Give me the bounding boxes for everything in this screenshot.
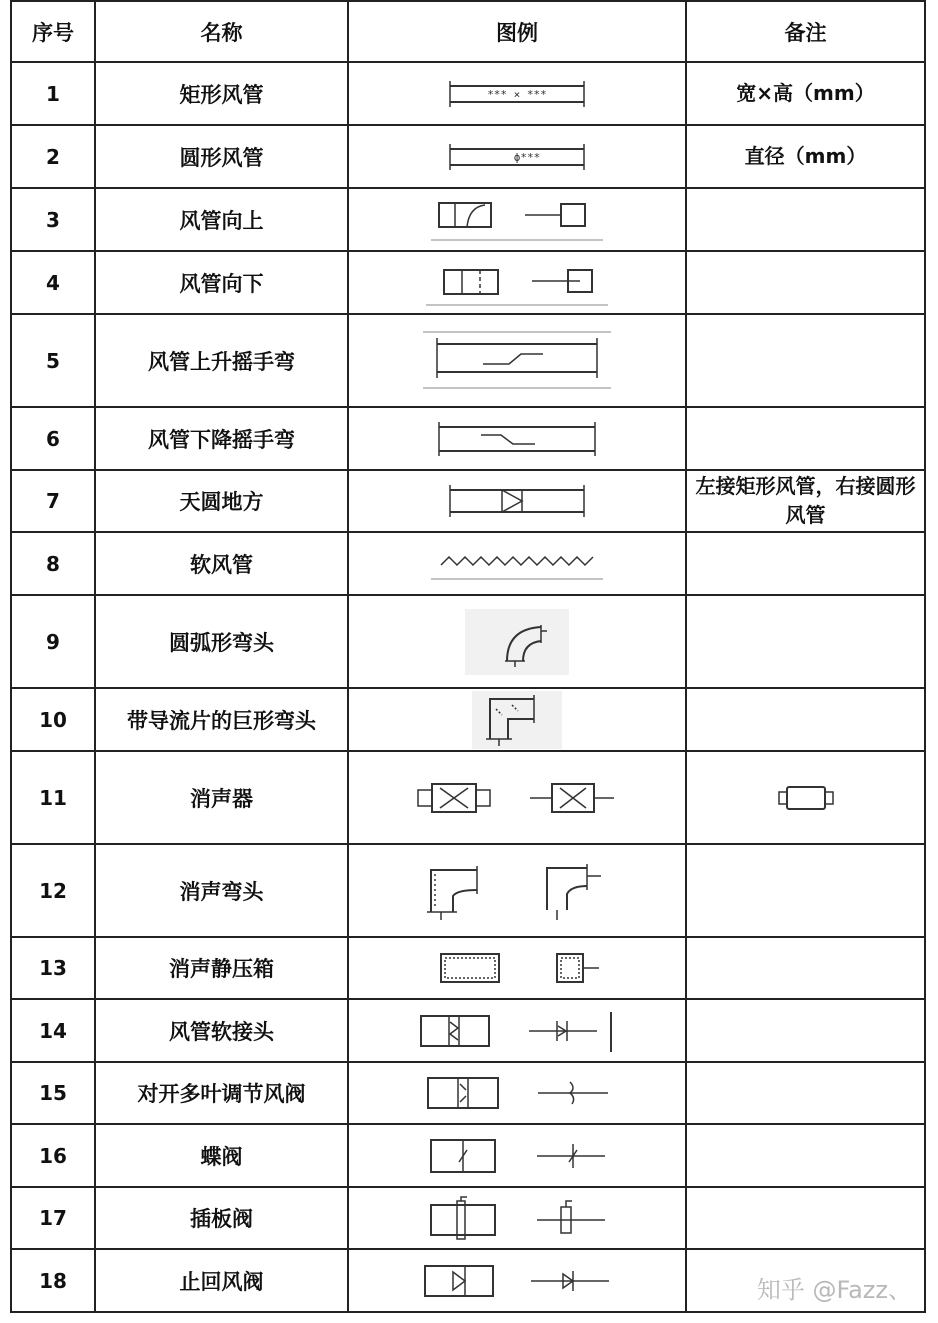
row-number: 16: [11, 1124, 95, 1187]
duct-drop-offset-symbol: [429, 419, 605, 459]
row-name: 对开多叶调节风阀: [95, 1062, 348, 1124]
transition-piece-symbol: [442, 481, 592, 521]
legend-cell: [348, 470, 686, 532]
row-number: 15: [11, 1062, 95, 1124]
duct-down-symbol: [422, 258, 612, 308]
table-row: [11, 595, 925, 688]
flexible-duct-symbol: [427, 541, 607, 587]
row-number: 12: [11, 844, 95, 937]
legend-cell: [686, 751, 925, 844]
table-row: [11, 532, 925, 595]
row-number: 5: [11, 314, 95, 407]
row-number: 13: [11, 937, 95, 999]
radius-elbow-symbol: [465, 609, 569, 675]
legend-cell: [348, 1249, 686, 1312]
duct-diameter-label: ϕ***: [513, 150, 541, 164]
row-note: [686, 1124, 925, 1187]
row-note: [686, 688, 925, 751]
flexible-connector-symbol: [417, 1006, 617, 1056]
row-note: [686, 937, 925, 999]
table-row: [11, 1187, 925, 1249]
legend-cell: [348, 251, 686, 314]
duct-dimension-label: *** × ***: [487, 87, 547, 101]
row-number: 14: [11, 999, 95, 1062]
header-no: 序号: [11, 1, 95, 62]
watermark: 知乎 @Fazz、: [756, 1276, 912, 1304]
silencer-note-symbol: [775, 781, 837, 815]
duct-rise-offset-symbol: [417, 326, 617, 396]
row-name: 风管软接头: [95, 999, 348, 1062]
opposed-blade-damper-symbol: [422, 1070, 612, 1116]
header-legend: 图例: [348, 1, 686, 62]
legend-cell: [348, 595, 686, 688]
row-name: 风管向下: [95, 251, 348, 314]
row-name: 风管向上: [95, 188, 348, 251]
legend-cell: [348, 844, 686, 937]
row-note: [686, 844, 925, 937]
legend-cell: [348, 188, 686, 251]
legend-cell: [348, 1062, 686, 1124]
slide-gate-damper-symbol: [425, 1193, 609, 1243]
row-name: 消声器: [95, 751, 348, 844]
duct-up-symbol: [427, 195, 607, 245]
legend-cell: [348, 1187, 686, 1249]
round-duct-symbol: [442, 139, 592, 175]
legend-cell: [348, 407, 686, 470]
legend-cell: [348, 532, 686, 595]
header-row: [11, 1, 925, 62]
table-row: [11, 125, 925, 188]
table-row: [11, 188, 925, 251]
duct-symbol-table: [10, 0, 926, 1313]
row-number: 6: [11, 407, 95, 470]
legend-cell: [348, 999, 686, 1062]
vaned-elbow-symbol: [472, 691, 562, 749]
silencer-symbol: [414, 770, 620, 826]
legend-cell: [348, 937, 686, 999]
table-row: [11, 470, 925, 532]
table-row: [11, 688, 925, 751]
row-name: 风管下降摇手弯: [95, 407, 348, 470]
row-number: 4: [11, 251, 95, 314]
row-number: 17: [11, 1187, 95, 1249]
row-note: [686, 251, 925, 314]
legend-cell: [348, 1124, 686, 1187]
row-name: 消声静压箱: [95, 937, 348, 999]
table-row: [11, 1124, 925, 1187]
row-name: 消声弯头: [95, 844, 348, 937]
row-note: [686, 188, 925, 251]
row-note: [686, 407, 925, 470]
table-row: [11, 999, 925, 1062]
row-name: 带导流片的巨形弯头: [95, 688, 348, 751]
row-note: [686, 999, 925, 1062]
row-note: [686, 532, 925, 595]
row-number: 3: [11, 188, 95, 251]
row-name: 蝶阀: [95, 1124, 348, 1187]
butterfly-damper-symbol: [425, 1132, 609, 1180]
row-name: 圆形风管: [95, 125, 348, 188]
table-row: [11, 1062, 925, 1124]
header-name: 名称: [95, 1, 348, 62]
row-name: 止回风阀: [95, 1249, 348, 1312]
row-note: 直径（mm）: [686, 125, 925, 188]
row-note: 左接矩形风管，右接圆形风管: [686, 470, 925, 532]
row-number: 9: [11, 595, 95, 688]
row-name: 风管上升摇手弯: [95, 314, 348, 407]
row-name: 软风管: [95, 532, 348, 595]
silencer-plenum-symbol: [427, 946, 607, 990]
row-name: 天圆地方: [95, 470, 348, 532]
rectangular-duct-symbol: [442, 76, 592, 112]
row-number: 18: [11, 1249, 95, 1312]
row-number: 7: [11, 470, 95, 532]
silencer-elbow-symbol: [417, 856, 617, 926]
table-row: [11, 844, 925, 937]
check-damper-symbol: [419, 1258, 615, 1304]
row-number: 1: [11, 62, 95, 125]
table-row: [11, 751, 925, 844]
row-number: 11: [11, 751, 95, 844]
table-row: [11, 251, 925, 314]
legend-cell: [348, 751, 686, 844]
row-name: 矩形风管: [95, 62, 348, 125]
legend-cell: [348, 688, 686, 751]
row-name: 圆弧形弯头: [95, 595, 348, 688]
table-row: [11, 314, 925, 407]
legend-cell: [348, 62, 686, 125]
legend-cell: [348, 314, 686, 407]
row-note: [686, 1187, 925, 1249]
row-note: [686, 1062, 925, 1124]
legend-cell: [348, 125, 686, 188]
row-note: 宽×高（mm）: [686, 62, 925, 125]
row-note: [686, 314, 925, 407]
header-note: 备注: [686, 1, 925, 62]
row-name: 插板阀: [95, 1187, 348, 1249]
table-row: [11, 407, 925, 470]
row-number: 2: [11, 125, 95, 188]
row-number: 10: [11, 688, 95, 751]
table-row: [11, 937, 925, 999]
table-row: [11, 62, 925, 125]
row-note: [686, 595, 925, 688]
row-number: 8: [11, 532, 95, 595]
